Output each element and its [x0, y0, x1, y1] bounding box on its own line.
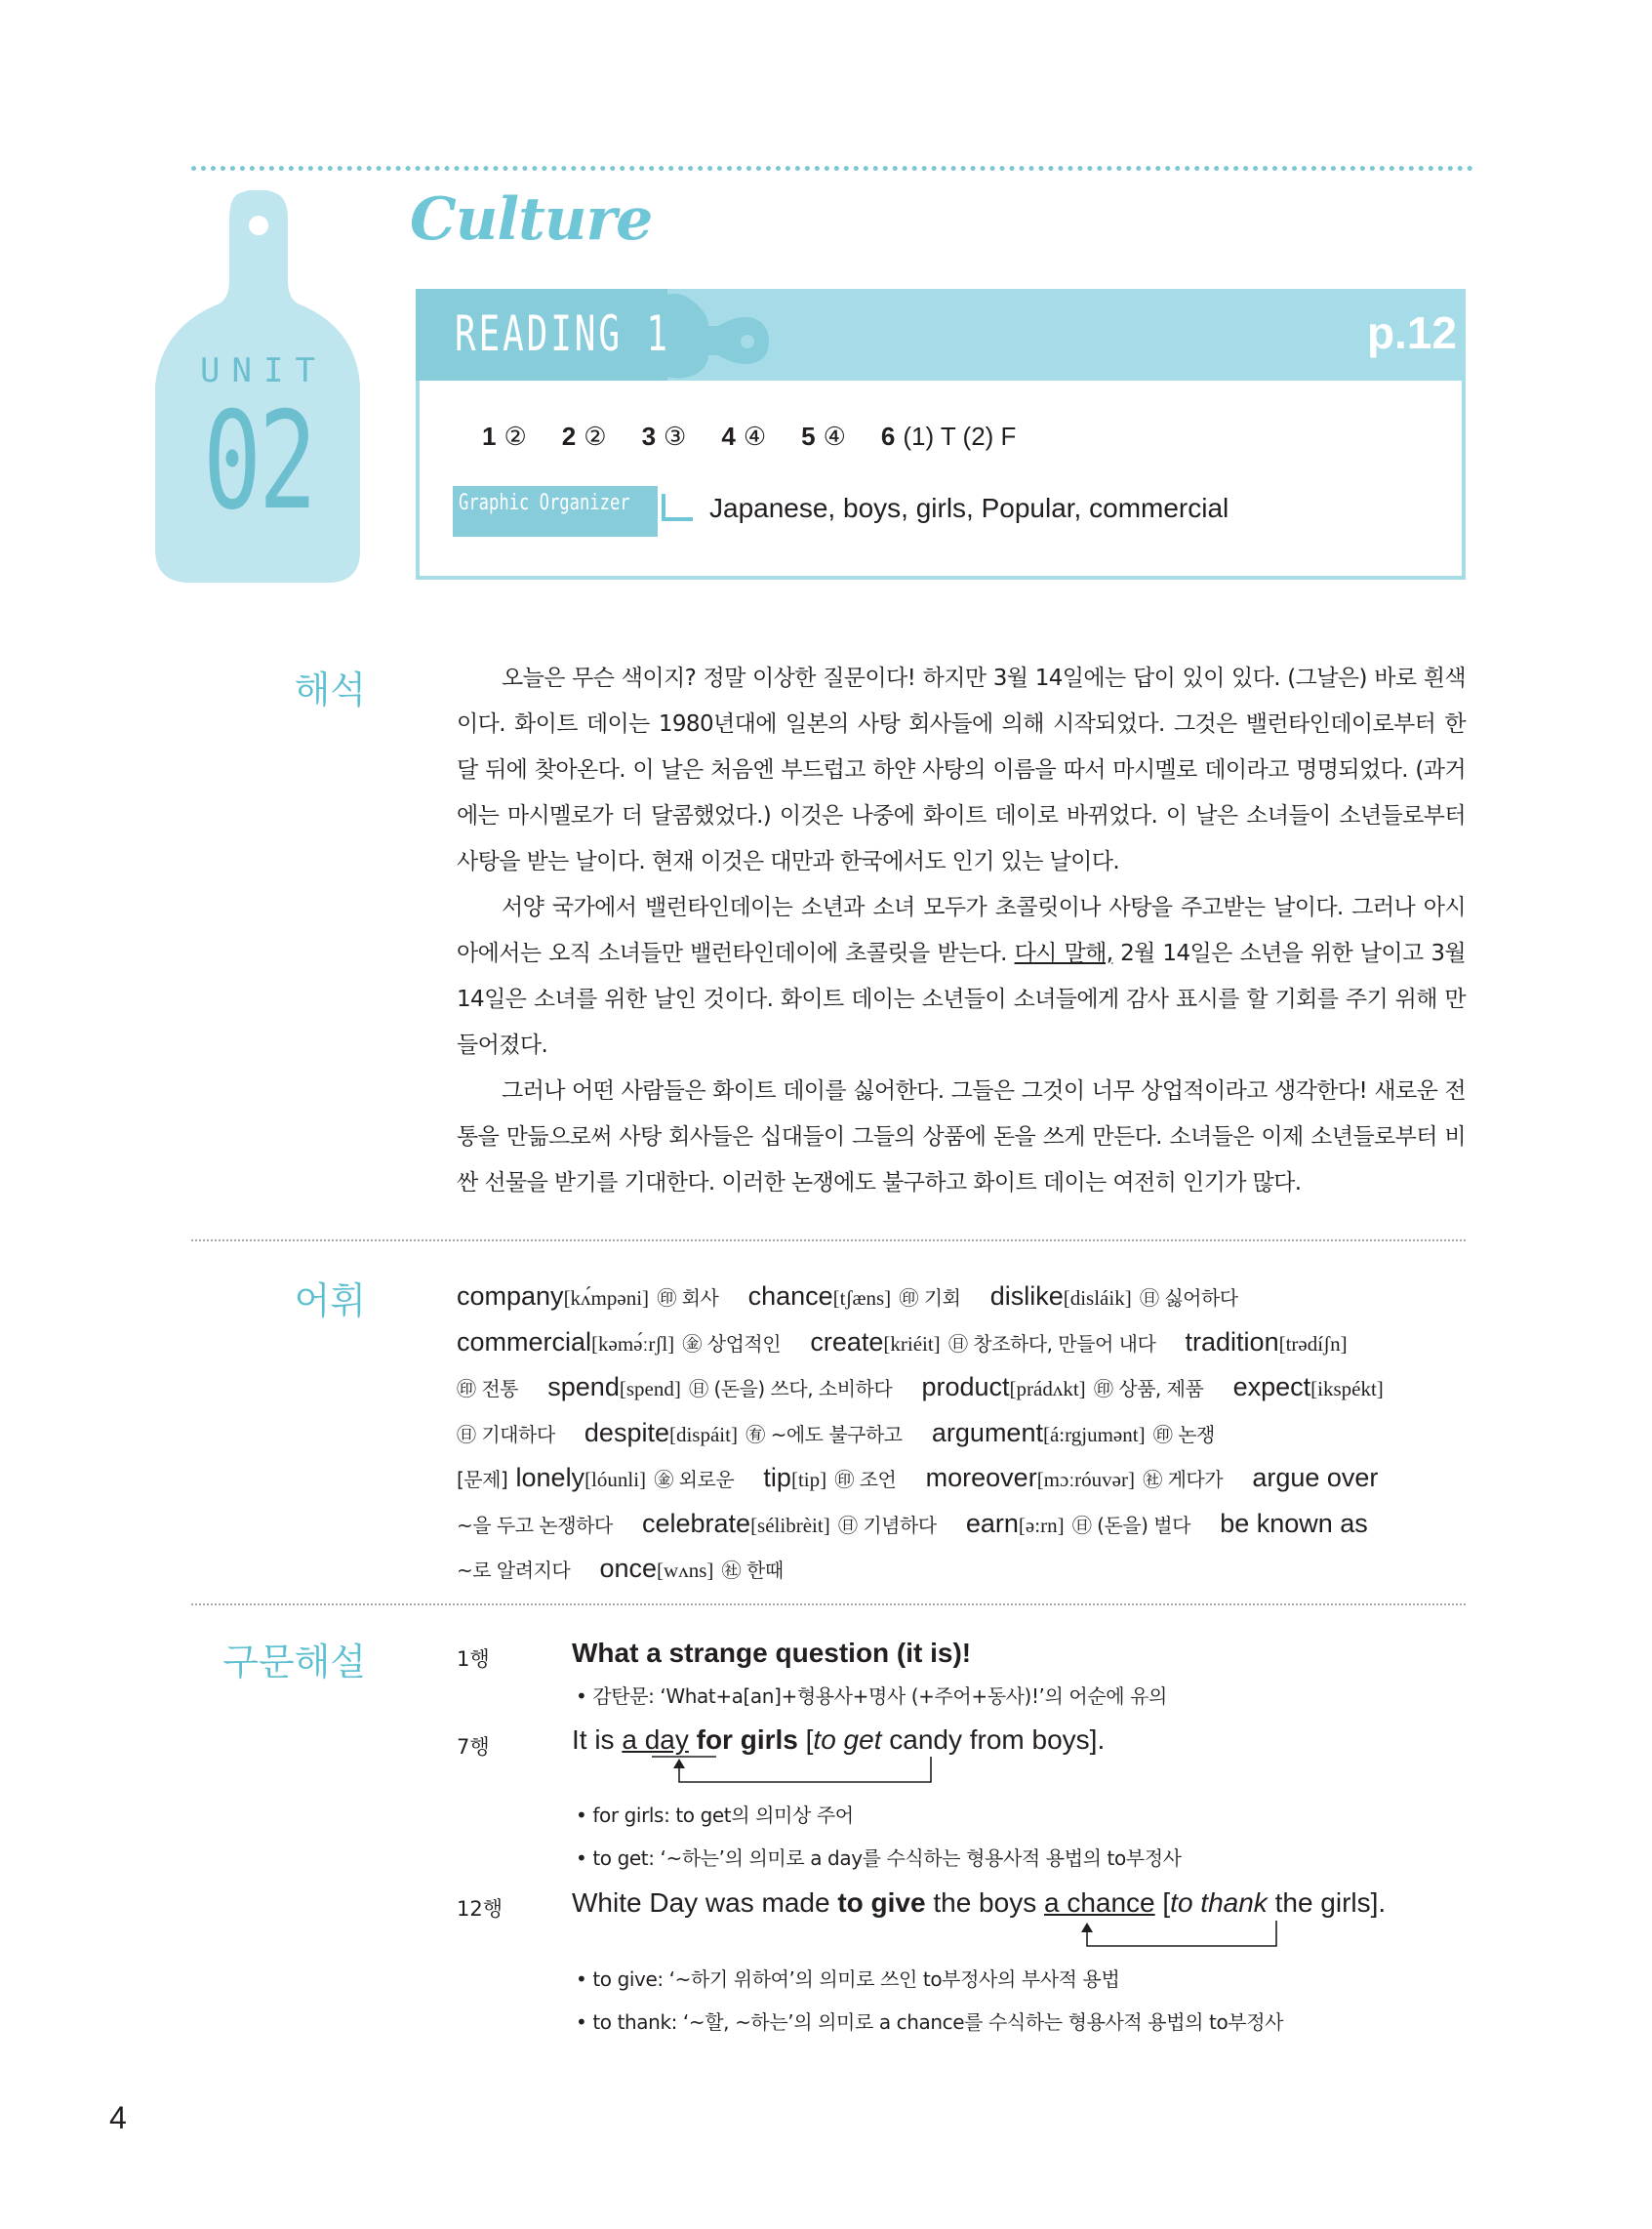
reading-title: READING 1 [455, 305, 670, 362]
vocab-item: dislike[disláik] ㊐ 싫어하다 [989, 1281, 1238, 1311]
answer-item: 2 ② [561, 422, 607, 451]
vocab-item: create[kriéit] ㊐ 창조하다, 만들어 내다 [810, 1326, 1156, 1357]
modifier-arrow-icon [644, 1757, 937, 1796]
vocab-item: argument[á:rgjumənt] ㊞ 논쟁 [931, 1417, 1215, 1447]
vocab-item: once[wʌns] ㊓ 한때 [599, 1554, 784, 1583]
translation-label: 해석 [294, 669, 366, 711]
grammar-line-ref: 12행 [457, 1897, 504, 1921]
answer-item: 6 (1) T (2) F [880, 422, 1017, 451]
translation-text [457, 656, 1466, 1206]
answer-item: 1 ② [482, 422, 527, 451]
vocab-item: commercial[kəmə́ːrʃl] ㊎ 상업적인 [457, 1326, 782, 1357]
grammar-note: • to get: ‘~하는’의 의미로 a day를 수식하는 형용사적 용법의 to부정사 [576, 1846, 1182, 1870]
section-divider [191, 1603, 1466, 1605]
vocabulary-label: 어휘 [294, 1279, 366, 1322]
top-dotted-rule [191, 166, 1473, 171]
answer-item: 3 ③ [641, 422, 687, 451]
hook-icon [660, 492, 699, 527]
vocab-item: moreover[mɔːróuvər] ㊓ 게다가 [925, 1463, 1224, 1492]
section-divider [191, 1239, 1466, 1241]
translation-paragraph-1: 오늘은 무슨 색이지? 정말 이상한 질문이다! 하지만 3월 14일에는 답이 있이 있다. (그날은) 바로 흰색이다. 화이트 데이는 1980년대에 일본의 사탕 회사들에 의해 시작되었다. 그것은 밸런타인데이로부터 한 달 뒤에 찾아온다. 이 날은 처음엔 부드럽고 하얀 사탕의 이름을 따서 마시멜로 데이라고 명명되었다. (과거에는 마시멜로가 더 달콤했었다.) 이것은 나중에 화이트 데이로 바뀌었다. 이 날은 소녀들이 소년들로부터 사탕을 받는 날이다. 현재 이것은 대만과 한국에서도 인기 있는 날이다. [457, 666, 1466, 874]
graphic-organizer-answer: Japanese, boys, girls, Popular, commercial [709, 493, 1229, 523]
graphic-organizer-label: Graphic Organizer [459, 491, 630, 515]
vocab-item-cont: ~을 두고 논쟁하다 [457, 1513, 613, 1537]
answer-key-row [482, 422, 1016, 452]
vocabulary-list [457, 1275, 1466, 1593]
vocab-item: company[kʌ́mpəni] ㊞ 회사 [457, 1281, 719, 1311]
modifier-arrow-icon [1042, 1921, 1286, 1960]
vocab-item: spend[spend] ㊐ (돈을) 쓰다, 소비하다 [547, 1372, 893, 1401]
translation-paragraph-2: 서양 국가에서 밸런타인데이는 소년과 소녀 모두가 초콜릿이나 사탕을 주고받는 날이다. 그러나 아시아에서는 오직 소녀들만 밸런타인데이에 초콜릿을 받는다. 다시 말해, 2월 14일은 소년을 위한 날이고 3월 14일은 소녀를 위한 날인 것이다. 화이트 데이는 소년들이 소녀들에게 감사 표시를 할 기회를 주기 위해 만들어졌다. [457, 895, 1466, 1058]
grammar-sentence: It is a day for girls [to get candy from boys]. [572, 1724, 1106, 1755]
answer-item: 4 ④ [721, 422, 767, 451]
grammar-note: • 감탄문: ‘What+a[an]+형용사+명사 (+주어+동사)!’의 어순에 유의 [576, 1684, 1167, 1708]
vocab-item: tip[tip] ㊞ 조언 [763, 1463, 897, 1492]
grammar-line-ref: 1행 [457, 1647, 490, 1671]
unit-number: 02 [203, 383, 314, 540]
grammar-sentence: White Day was made to give the boys a chance [to thank the girls]. [572, 1887, 1387, 1918]
vocab-item-cont: ~로 알려지다 [457, 1559, 571, 1582]
grammar-line-ref: 7행 [457, 1735, 490, 1759]
vocab-item: chance[tʃæns] ㊞ 기회 [747, 1281, 961, 1311]
vocab-item: celebrate[sélibrèit] ㊐ 기념하다 [641, 1508, 937, 1538]
vocab-item: earn[ə:rn] ㊐ (돈을) 벌다 [965, 1508, 1190, 1538]
vocab-item: [문제] lonely[lóunli] ㊎ 외로운 [457, 1463, 735, 1492]
vocab-item-cont: ㊐ 기대하다 [457, 1422, 555, 1446]
section-title: Culture [410, 185, 653, 254]
vocab-item-cont: ㊞ 전통 [457, 1377, 518, 1400]
vocab-item: tradition[trədíʃn] [1185, 1326, 1348, 1357]
vocab-item: despite[dispáit] ㊒ ~에도 불구하고 [584, 1417, 903, 1447]
reading-page-ref: p.12 [1366, 307, 1457, 358]
vocab-item: be known as [1220, 1508, 1368, 1538]
grammar-note: • to thank: ‘~할, ~하는’의 의미로 a chance를 수식하는 형용사적 용법의 to부정사 [576, 2010, 1284, 2034]
grammar-note: • for girls: to get의 의미상 주어 [576, 1803, 854, 1827]
grammar-sentence: What a strange question (it is)! [572, 1638, 972, 1668]
answer-item: 5 ④ [801, 422, 846, 451]
translation-paragraph-3: 그러나 어떤 사람들은 화이트 데이를 싫어한다. 그들은 그것이 너무 상업적이라고 생각한다! 새로운 전통을 만듦으로써 사탕 회사들은 십대들이 그들의 상품에 돈을 쓰게 만든다. 소녀들은 이제 소년들로부터 비싼 선물을 받기를 기대한다. 이러한 논쟁에도 불구하고 화이트 데이는 여전히 인기가 많다. [457, 1078, 1466, 1196]
unit-label: UNIT [200, 351, 327, 390]
vocab-item: argue over [1252, 1463, 1379, 1492]
vocab-item: product[prádʌkt] ㊞ 상품, 제품 [921, 1372, 1204, 1401]
grammar-note: • to give: ‘~하기 위하여’의 의미로 쓰인 to부정사의 부사적 용법 [576, 1967, 1120, 1991]
grammar-label: 구문해설 [222, 1641, 366, 1683]
page-number: 4 [109, 2100, 127, 2135]
vocab-item: expect[ikspékt] [1232, 1372, 1384, 1401]
